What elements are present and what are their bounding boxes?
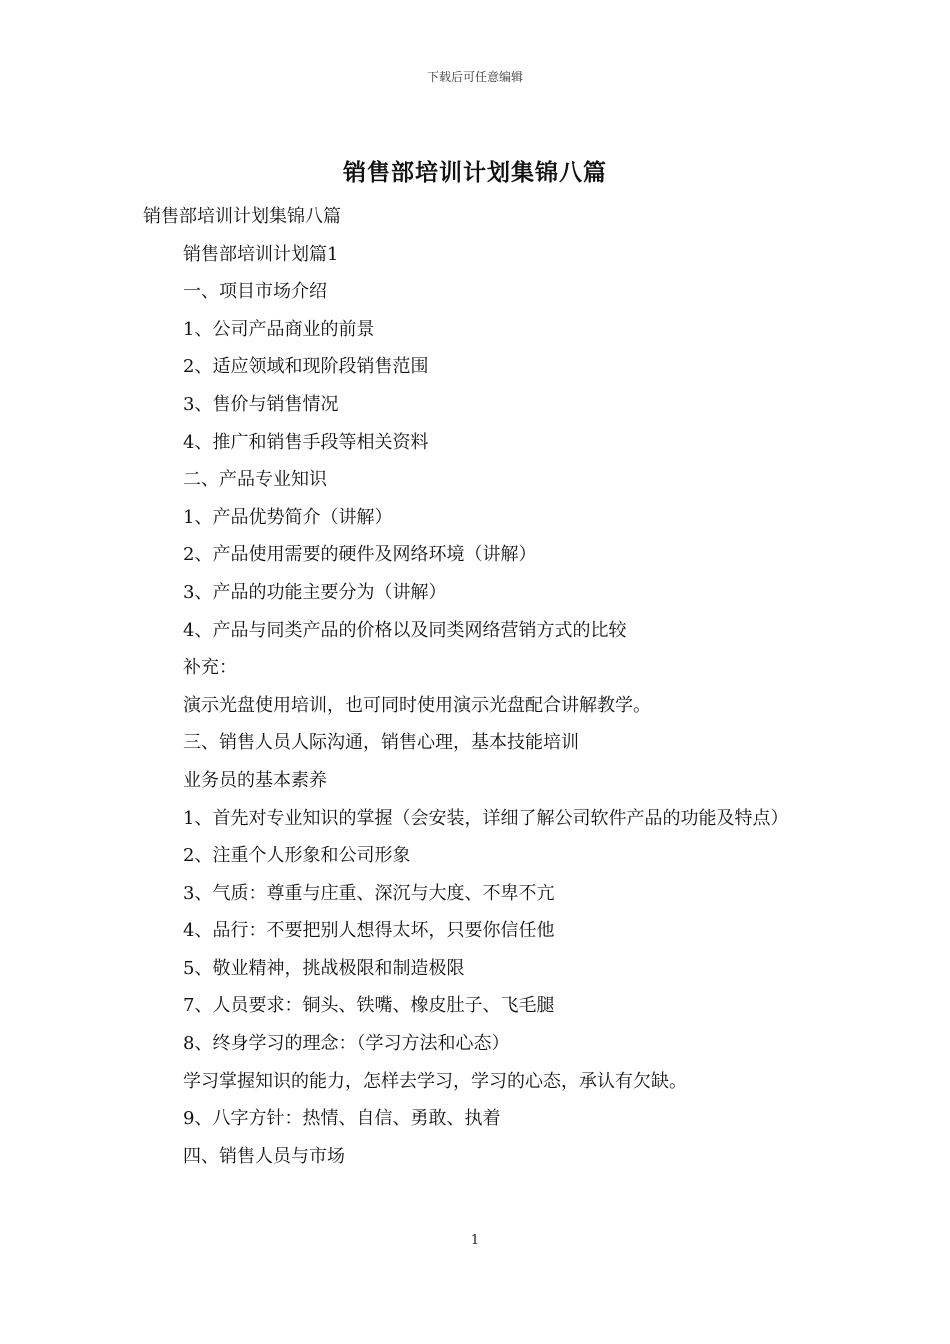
paragraph-item-wrapped: 1、首先对专业知识的掌握（会安装，详细了解公司软件产品的功能及特点） bbox=[183, 807, 789, 829]
paragraph-item: 1、产品优势简介（讲解） bbox=[183, 506, 393, 528]
paragraph-item: 3、气质：尊重与庄重、深沉与大度、不卑不亢 bbox=[183, 882, 555, 904]
page-number: 1 bbox=[470, 1233, 480, 1248]
page-header-note: 下载后可任意编辑 bbox=[426, 70, 523, 84]
paragraph-item: 5、敬业精神，挑战极限和制造极限 bbox=[183, 957, 465, 979]
paragraph-item: 8、终身学习的理念：（学习方法和心态） bbox=[183, 1033, 510, 1055]
paragraph-item: 4、推广和销售手段等相关资料 bbox=[183, 431, 429, 453]
paragraph-note: 演示光盘使用培训，也可同时使用演示光盘配合讲解教学。 bbox=[183, 694, 651, 716]
paragraph-item: 3、产品的功能主要分为（讲解） bbox=[183, 581, 447, 603]
paragraph-heading-4: 四、销售人员与市场 bbox=[183, 1145, 345, 1167]
paragraph-heading-1: 一、项目市场介绍 bbox=[183, 281, 327, 303]
paragraph-subheading: 业务员的基本素养 bbox=[183, 769, 327, 791]
paragraph-subtitle: 销售部培训计划集锦八篇 bbox=[143, 206, 341, 227]
paragraph-item: 1、公司产品商业的前景 bbox=[183, 318, 375, 340]
paragraph-item: 4、品行：不要把别人想得太坏，只要你信任他 bbox=[183, 920, 555, 942]
paragraph-item: 2、注重个人形象和公司形象 bbox=[183, 845, 411, 867]
paragraph-item: 9、八字方针：热情、自信、勇敢、执着 bbox=[183, 1108, 501, 1130]
paragraph-item: 2、适应领域和现阶段销售范围 bbox=[183, 356, 429, 378]
paragraph-item: 4、产品与同类产品的价格以及同类网络营销方式的比较 bbox=[183, 619, 627, 641]
paragraph-heading-2: 二、产品专业知识 bbox=[183, 469, 327, 491]
document-body bbox=[143, 198, 809, 1175]
paragraph-item: 2、产品使用需要的硬件及网络环境（讲解） bbox=[183, 544, 537, 566]
paragraph-note-label: 补充： bbox=[183, 657, 237, 679]
paragraph-heading-3: 三、销售人员人际沟通，销售心理，基本技能培训 bbox=[183, 732, 579, 754]
document-title: 销售部培训计划集锦八篇 bbox=[343, 159, 607, 186]
paragraph-section-heading: 销售部培训计划篇1 bbox=[183, 243, 339, 265]
paragraph-note: 学习掌握知识的能力，怎样去学习，学习的心态，承认有欠缺。 bbox=[183, 1070, 687, 1092]
paragraph-item: 3、售价与销售情况 bbox=[183, 393, 339, 415]
paragraph-item: 7、人员要求：铜头、铁嘴、橡皮肚子、飞毛腿 bbox=[183, 995, 555, 1017]
